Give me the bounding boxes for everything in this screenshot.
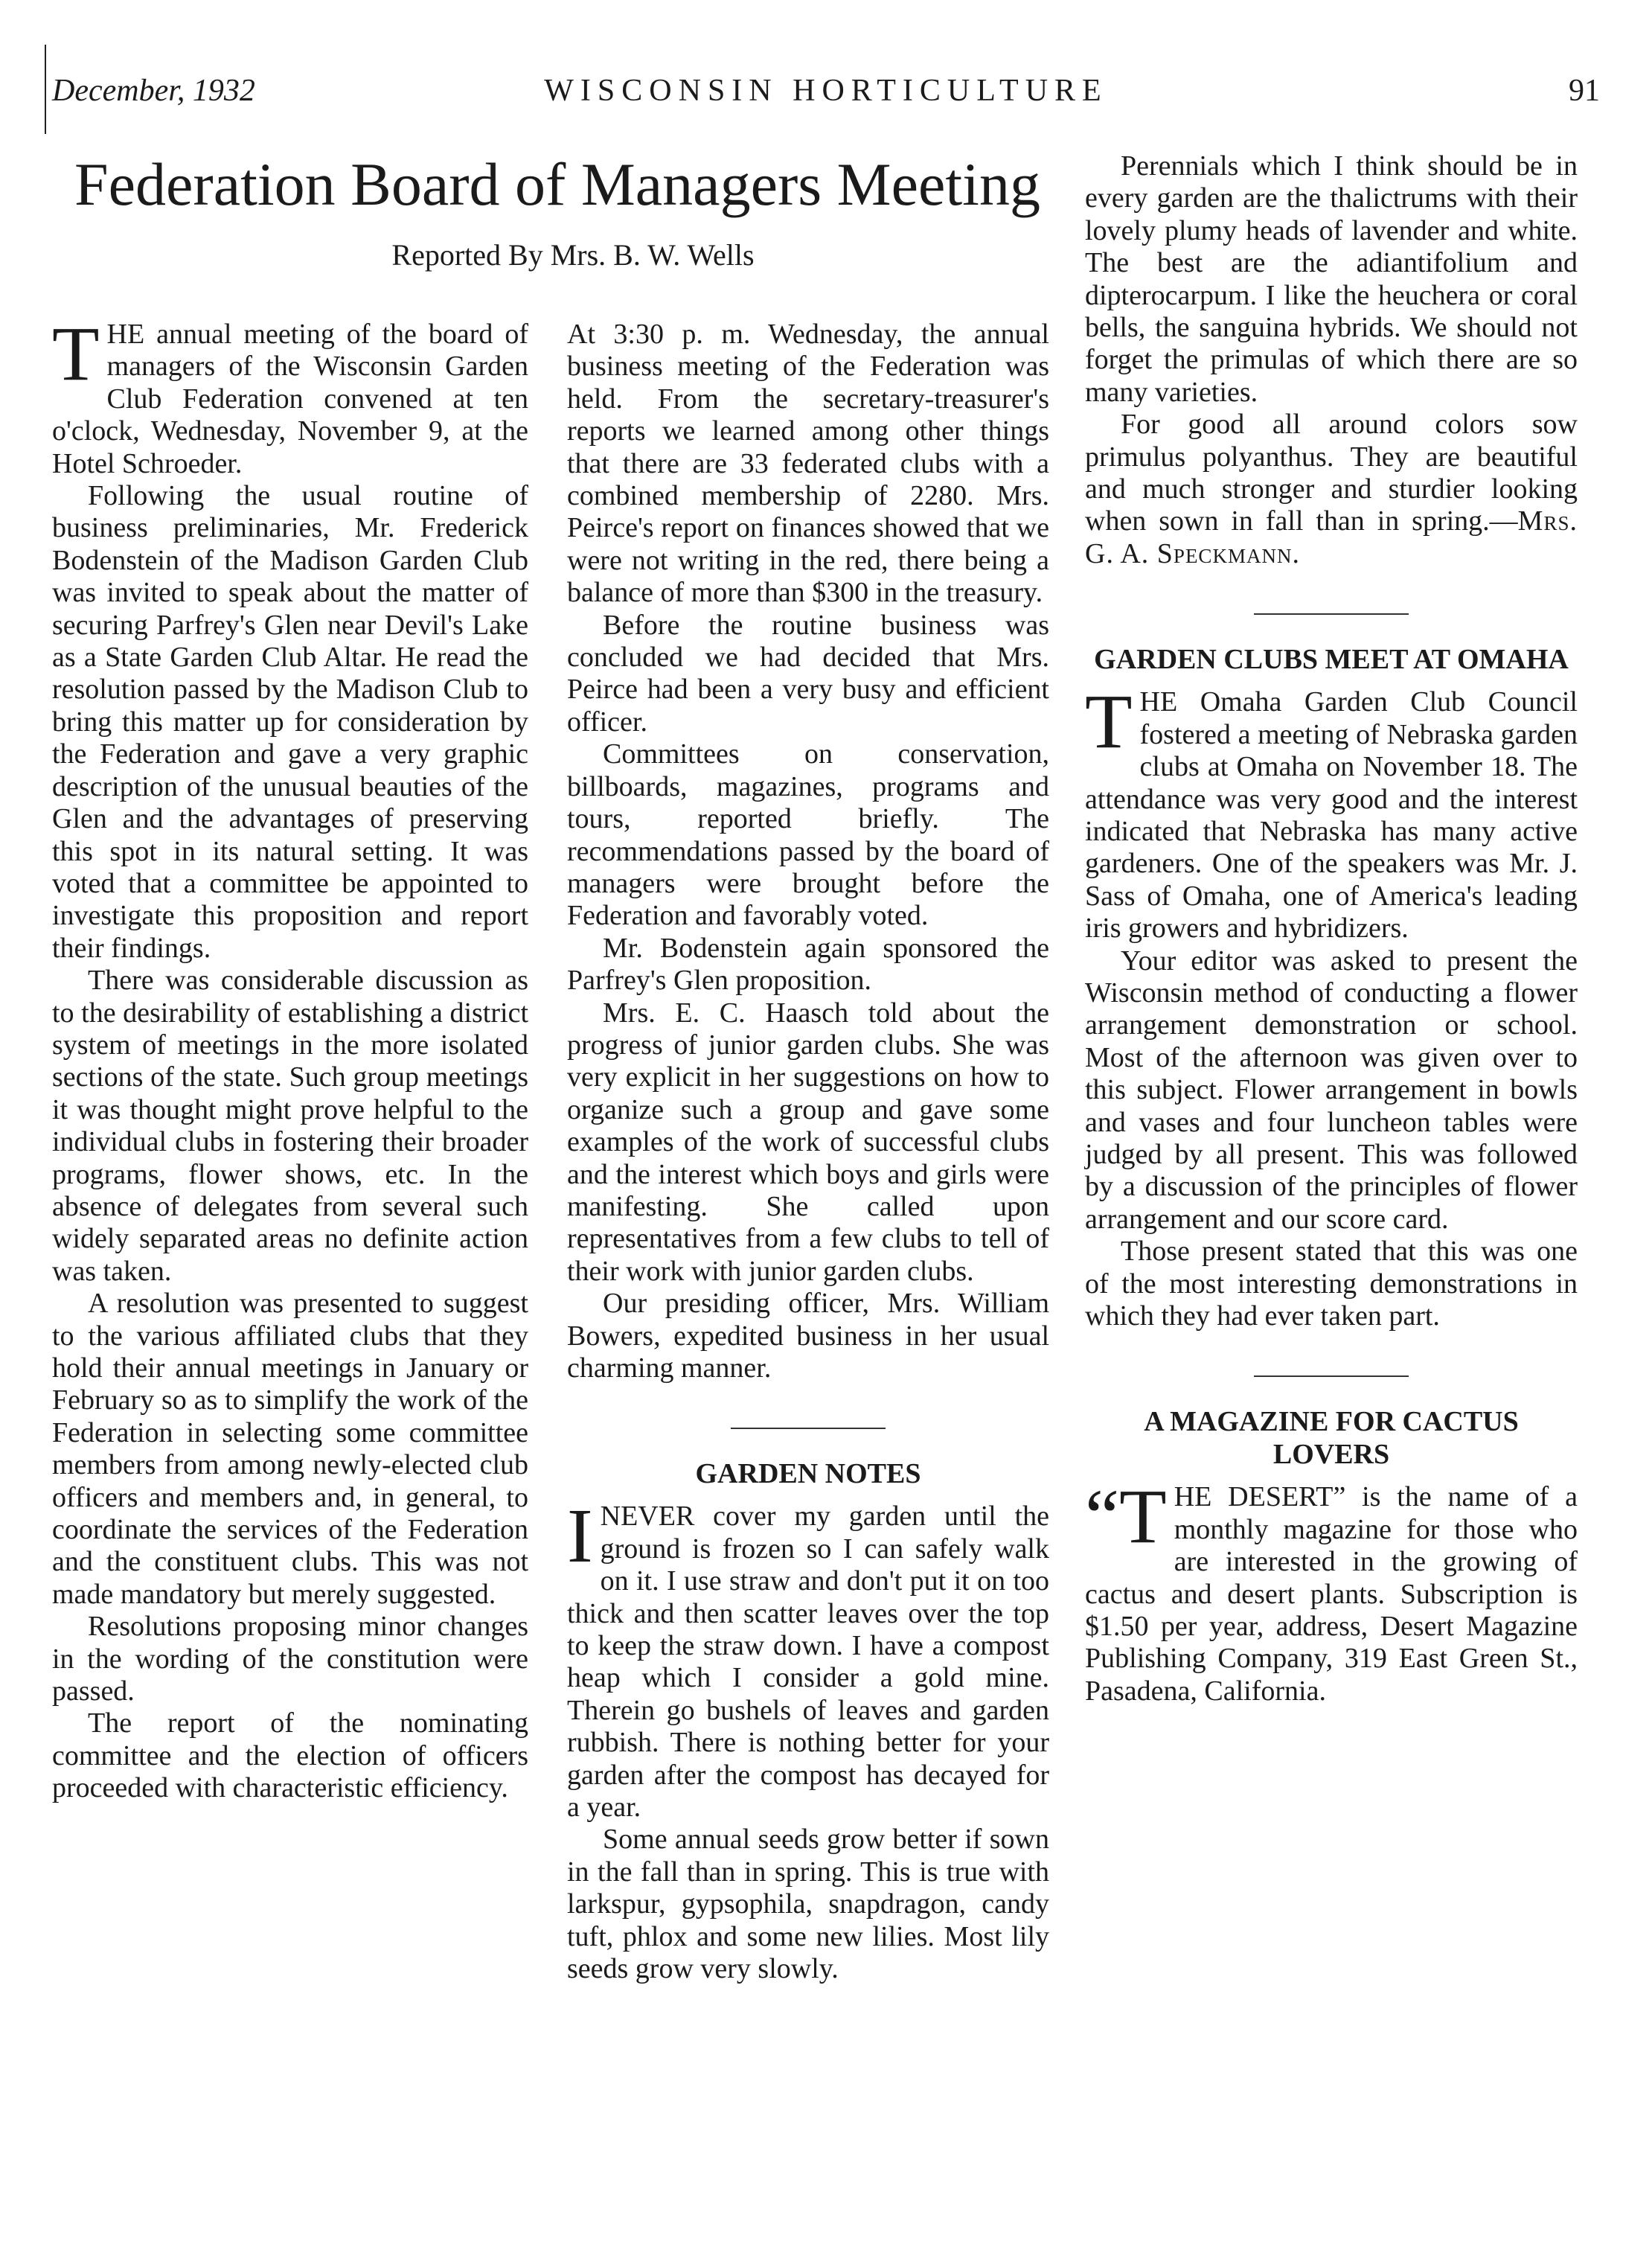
page-number: 91 [1569, 74, 1600, 108]
article-paragraph: Our presiding officer, Mrs. William Bowers, expedited business in her usual charming manner. [567, 1288, 1049, 1384]
article-paragraph: At 3:30 p. m. Wednesday, the annual business meeting of the Federation was held. From the secretary-treasurer's reports we learned among other things that there are 33 federated clubs with a combined membership of 2280. Mrs. Peirce's report on finances showed that we were not writing in the red, there being a balance of more than $300 in the treasury. [567, 319, 1049, 609]
article-paragraph: A resolution was presented to suggest to the various affiliated clubs that they hold their annual meetings in January or February so as to simplify the work of the Federation in selecting some committee members from among newly-elected club officers and members and, in general, to coordinate the services of the Federation and the constituent clubs. This was not made mandatory but merely suggested. [52, 1288, 528, 1610]
garden-clubs-paragraph: Your editor was asked to present the Wisconsin method of conducting a flower arrangement demonstration or school. Most of the afternoon was given over to this subject. Flower arrangement in bowls and vases and four luncheon tables were judged by all present. This was followed by a discussion of the principles of flower arrangement and our score card. [1085, 945, 1578, 1235]
garden-notes-heading: GARDEN NOTES [695, 1458, 921, 1490]
section-divider [1254, 1375, 1409, 1377]
article-paragraph: Mr. Bodenstein again sponsored the Parfrey's Glen proposition. [567, 932, 1049, 997]
article-paragraph: Committees on conservation, billboards, magazines, programs and tours, reported briefly. The recommendations passed by the board of managers were brought before the Federation and favorably voted. [567, 738, 1049, 932]
garden-clubs-paragraph: Those present stated that this was one of the most interesting demonstrations in which they had ever taken part. [1085, 1236, 1578, 1332]
drop-cap: I [567, 1493, 593, 1579]
author-signature: Mrs. G. A. Speckmann. [1085, 505, 1578, 569]
column-3 [1085, 150, 1578, 1707]
article-paragraph: Following the usual routine of business preliminaries, Mr. Frederick Bodenstein of the Madison Garden Club was invited to speak about the matter of securing Parfrey's Glen near Devil's Lake as a State Garden Club Altar. He read the resolution passed by the Madison Club to bring this matter up for consideration by the Federation and gave a very graphic description of the unusual beauties of the Glen and the advantages of preserving this spot in its natural setting. It was voted that a committee be appointed to investigate this proposition and report their findings. [52, 480, 528, 964]
garden-clubs-heading: GARDEN CLUBS MEET AT OMAHA [1094, 644, 1569, 676]
journal-title: WISCONSIN HORTICULTURE [544, 74, 1108, 108]
article-byline: Reported By Mrs. B. W. Wells [391, 238, 755, 272]
garden-clubs-paragraph: THE Omaha Garden Club Council fostered a meeting of Nebraska garden clubs at Omaha on November 18. The attendance was very good and the interest indicated that Nebraska has many active gardeners. One of the speakers was Mr. J. Sass of Omaha, one of America's leading iris growers and hybridizers. [1085, 679, 1578, 945]
drop-cap: T [52, 311, 100, 397]
cactus-heading: A MAGAZINE FOR CACTUS LOVERS [1144, 1406, 1519, 1471]
column-1 [52, 311, 528, 1805]
drop-cap: T [1085, 679, 1133, 765]
cactus-paragraph: “THE DESERT” is the name of a monthly magazine for those who are interested in the growing of cactus and desert plants. Subscription is $1.50 per year, address, Desert Magazine Publishing Company, 319 East Green St., Pasadena, California. [1085, 1474, 1578, 1707]
garden-notes-paragraph: Some annual seeds grow better if sown in the fall than in spring. This is true with larkspur, gypsophila, snapdragon, candy tuft, phlox and some new lilies. Most lily seeds grow very slowly. [567, 1824, 1049, 1985]
article-paragraph: Resolutions proposing minor changes in the wording of the constitution were passed. [52, 1611, 528, 1707]
section-divider [1254, 613, 1409, 615]
running-head [52, 73, 1600, 118]
section-divider [731, 1428, 886, 1429]
drop-cap: “T [1085, 1474, 1167, 1560]
article-paragraph: Before the routine business was concluded we had decided that Mrs. Peirce had been a very busy and efficient officer. [567, 609, 1049, 738]
article-paragraph: THE annual meeting of the board of managers of the Wisconsin Garden Club Federation convened at ten o'clock, Wednesday, November 9, at the Hotel Schroeder. [52, 311, 528, 479]
article-paragraph: The report of the nominating committee and the election of officers proceeded with characteristic efficiency. [52, 1707, 528, 1804]
garden-notes-paragraph: For good all around colors sow primulus polyanthus. They are beautiful and much stronger and sturdier looking when sown in fall than in spring.—Mrs. G. A. Speckmann. [1085, 409, 1578, 569]
article-title: Federation Board of Managers Meeting [74, 150, 1040, 218]
issue-date: December, 1932 [52, 74, 255, 108]
column-2 [567, 319, 1049, 1986]
garden-notes-paragraph: Perennials which I think should be in every garden are the thalictrums with their lovely plumy heads of lavender and white. The best are the adiantifolium and dipterocarpum. I like the heuchera or coral bells, the sanguina hybrids. We should not forget the primulas of which there are so many varieties. [1085, 150, 1578, 408]
article-paragraph: Mrs. E. C. Haasch told about the progress of junior garden clubs. She was very explicit in her suggestions on how to organize such a group and gave some examples of the work of successful clubs and the interest which boys and girls were manifesting. She called upon representatives from a few clubs to tell of their work with junior garden clubs. [567, 997, 1049, 1287]
article-paragraph: There was considerable discussion as to the desirability of establishing a district system of meetings in the more isolated sections of the state. Such group meetings it was thought might prove helpful to the individual clubs in fostering their broader programs, flower shows, etc. In the absence of delegates from several such widely separated areas no definite action was taken. [52, 965, 528, 1287]
page-edge-rule [45, 45, 46, 134]
garden-notes-paragraph: INEVER cover my garden until the ground is frozen so I can safely walk on it. I use straw and don't put it on too thick and then scatter leaves over the top to keep the straw down. I have a compost heap which I consider a gold mine. Therein go bushels of leaves and garden rubbish. There is nothing better for your garden after the compost has decayed for a year. [567, 1493, 1049, 1824]
